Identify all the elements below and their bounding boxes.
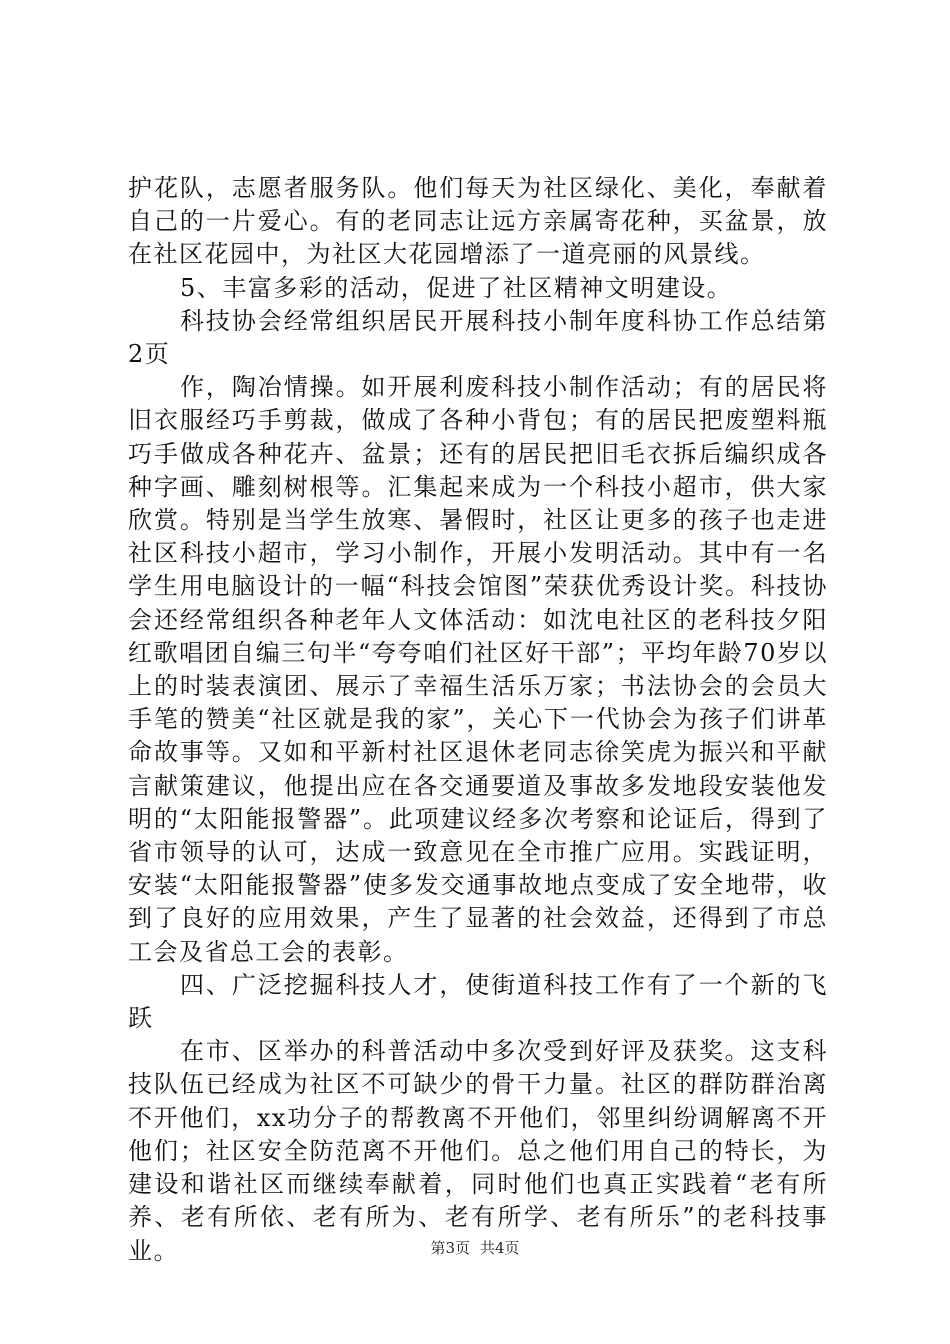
page-footer xyxy=(0,1238,950,1258)
paragraph-association: 科技协会经常组织居民开展科技小制年度科协工作总结第2页 xyxy=(128,306,828,369)
paragraph-activities: 作，陶冶情操。如开展利废科技小制作活动；有的居民将旧衣服经巧手剪裁，做成了各种小背包；有的居民把废塑料瓶巧手做成各种花卉、盆景；还有的居民把旧毛衣拆后编织成各种字画、雕刻树根等。汇集起来成为一个科技小超市，供大家欣赏。特别是当学生放寒、暑假时，社区让更多的孩子也走进社区科技小超市，学习小制作，开展小发明活动。其中有一名学生用电脑设计的一幅“科技会馆图”荣获优秀设计奖。科技协会还经常组织各种老年人文体活动：如沈电社区的老科技夕阳红歌唱团自编三句半“夸夸咱们社区好干部”；平均年龄70岁以上的时装表演团、展示了幸福生活乐万家；书法协会的会员大手笔的赞美“社区就是我的家”，关心下一代协会为孩子们讲革命故事等。又如和平新村社区退休老同志徐笑虎为振兴和平献言献策建议，他提出应在各交通要道及事故多发地段安装他发明的“太阳能报警器”。此项建议经多次考察和论证后，得到了省市领导的认可，达成一致意见在全市推广应用。实践证明，安装“太阳能报警器”使多发交通事故地点变成了安全地带，收到了良好的应用效果，产生了显著的社会效益，还得到了市总工会及省总工会的表彰。 xyxy=(128,373,828,966)
page-total: 共4页 xyxy=(480,1239,520,1257)
page-number: 第3页 xyxy=(430,1239,470,1257)
paragraph-item-5: 5、丰富多彩的活动，促进了社区精神文明建设。 xyxy=(180,273,733,302)
paragraph-talent: 在市、区举办的科普活动中多次受到好评及获奖。这支科技队伍已经成为社区不可缺少的骨干力量。社区的群防群治离不开他们，xx功分子的帮教离不开他们，邻里纠纷调解离不开他们；社区安全防范离不开他们。总之他们用自己的特长，为建设和谐社区而继续奉献着，同时他们也真正实践着“老有所养、老有所依、老有所为、老有所学、老有所乐”的老科技事业。 xyxy=(128,1037,828,1265)
section-heading-4: 四、广泛挖掘科技人才，使街道科技工作有了一个新的飞跃 xyxy=(128,970,828,1033)
document-body xyxy=(128,172,828,1268)
paragraph-continuation: 护花队，志愿者服务队。他们每天为社区绿化、美化，奉献着自己的一片爱心。有的老同志让远方亲属寄花种，买盆景，放在社区花园中，为社区大花园增添了一道亮丽的风景线。 xyxy=(128,174,828,269)
